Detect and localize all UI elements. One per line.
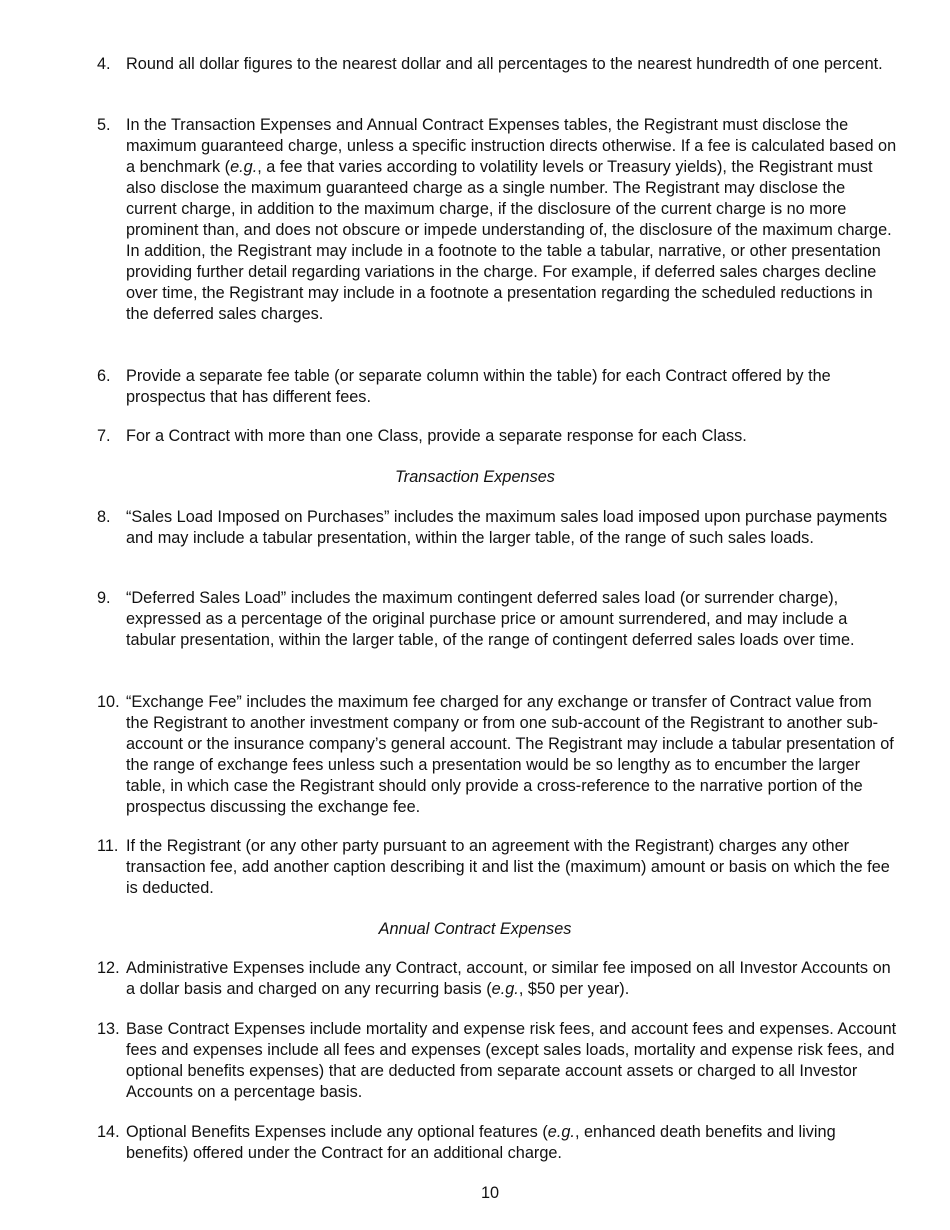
item-number: 13. (97, 1020, 120, 1038)
item-text: For a Contract with more than one Class, provide a separate response for each Class. (126, 427, 747, 445)
item-text: Round all dollar figures to the nearest dollar and all percentages to the nearest hundredth of one percent. (126, 55, 883, 73)
item-number: 6. (97, 367, 111, 385)
list-item (97, 588, 897, 651)
item-number: 12. (97, 959, 120, 977)
section-heading-transaction-expenses: Transaction Expenses (395, 468, 555, 486)
item-number: 5. (97, 116, 111, 134)
item-number: 11. (97, 837, 119, 855)
list-item (97, 958, 897, 1000)
list-item (97, 692, 897, 818)
item-text: Provide a separate fee table (or separate column within the table) for each Contract offered by the prospectus that has different fees. (126, 367, 831, 406)
list-item (97, 366, 897, 408)
list-item (97, 54, 897, 75)
page-number: 10 (480, 1184, 500, 1202)
item-number: 14. (97, 1123, 120, 1141)
item-number: 10. (97, 693, 120, 711)
item-number: 4. (97, 55, 111, 73)
item-text: “Deferred Sales Load” includes the maximum contingent deferred sales load (or surrender charge), expressed as a percentage of the original purchase price or amount surrendered, and may include a tabular presentation, within the larger table, of the range of contingent deferred sales loads over time. (126, 589, 855, 649)
list-item (97, 426, 897, 447)
item-text: Optional Benefits Expenses include any optional features (e.g., enhanced death benefits and living benefits) offered under the Contract for an additional charge. (126, 1123, 836, 1162)
item-text: Administrative Expenses include any Contract, account, or similar fee imposed on all Investor Accounts on a dollar basis and charged on any recurring basis (e.g., $50 per year). (126, 959, 891, 998)
item-text: “Exchange Fee” includes the maximum fee charged for any exchange or transfer of Contract value from the Registrant to another investment company or from one sub-account of the Registrant to another sub-account or the insurance company’s general account. The Registrant may include a tabular presentation of the range of exchange fees unless such a presentation would be so lengthy as to encumber the larger table, in which case the Registrant should only provide a cross-reference to the narrative portion of the prospectus discussing the exchange fee. (126, 693, 894, 816)
item-text: “Sales Load Imposed on Purchases” includes the maximum sales load imposed upon purchase payments and may include a tabular presentation, within the larger table, of the range of such sales loads. (126, 508, 888, 547)
list-item (97, 115, 897, 325)
item-text: Base Contract Expenses include mortality and expense risk fees, and account fees and expenses. Account fees and expenses include all fees and expenses (except sales loads, mortality and expense risk fees, and optional benefits expenses) that are deducted from separate account assets or charged to all Investor Accounts on a percentage basis. (126, 1020, 897, 1101)
item-number: 7. (97, 427, 111, 445)
list-item (97, 1019, 897, 1103)
list-item (97, 507, 897, 549)
item-text: In the Transaction Expenses and Annual Contract Expenses tables, the Registrant must disclose the maximum guaranteed charge, unless a specific instruction directs otherwise. If a fee is calculated based on a benchmark (e.g., a fee that varies according to volatility levels or Treasury yields), the Registrant must also disclose the maximum guaranteed charge as a single number. The Registrant may disclose the current charge, in addition to the maximum charge, if the disclosure of the current charge is no more prominent than, and does not obscure or impede understanding of, the disclosure of the maximum charge. In addition, the Registrant may include in a footnote to the table a tabular, narrative, or other presentation providing further detail regarding variations in the charge. For example, if deferred sales charges decline over time, the Registrant may include in a footnote a presentation regarding the scheduled reductions in the deferred sales charges. (126, 116, 897, 323)
list-item (97, 1122, 897, 1164)
list-item (97, 836, 897, 899)
item-number: 9. (97, 589, 111, 607)
item-number: 8. (97, 508, 111, 526)
item-text: If the Registrant (or any other party pursuant to an agreement with the Registrant) charges any other transaction fee, add another caption describing it and list the (maximum) amount or basis on which the fee is deducted. (126, 837, 890, 897)
section-heading-annual-contract-expenses: Annual Contract Expenses (378, 920, 572, 938)
